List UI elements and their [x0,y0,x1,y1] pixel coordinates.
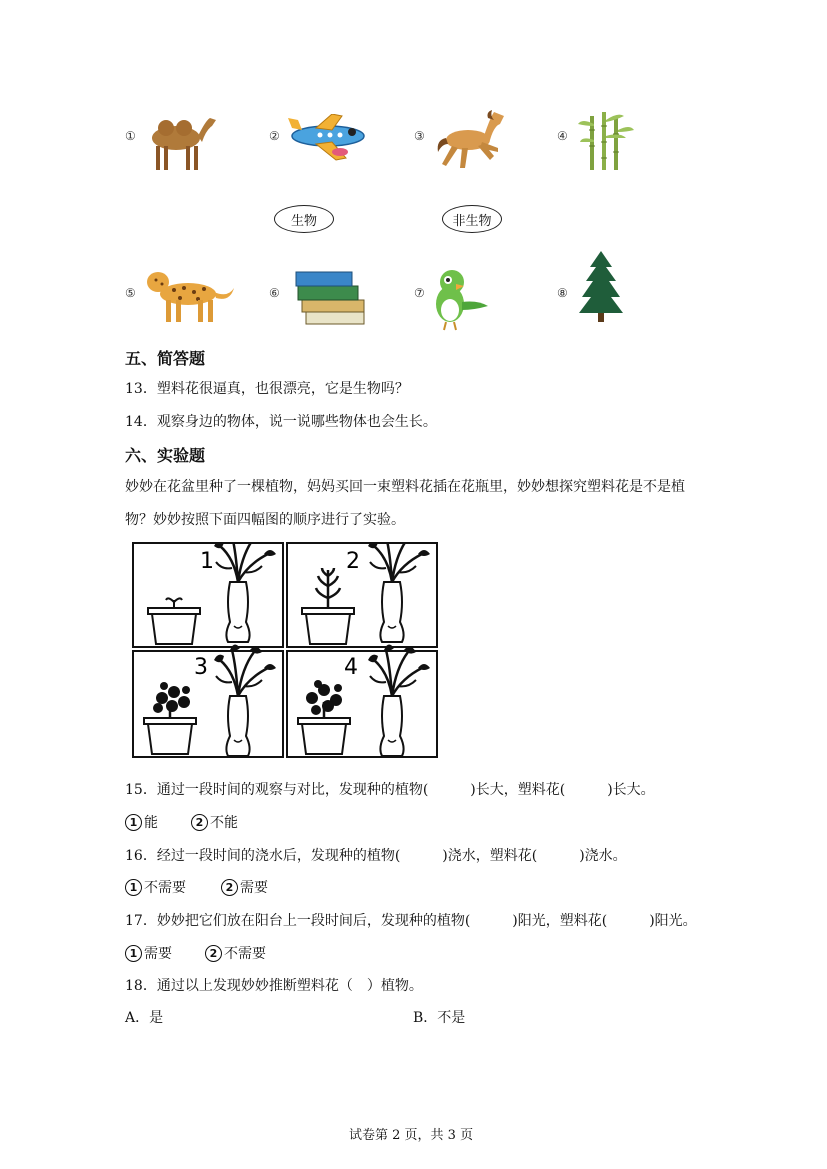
question-16-option-1: 1 不需要 [125,877,186,897]
item-number-1: ① [125,129,136,143]
horse-icon [432,108,512,172]
item-number-6: ⑥ [269,286,280,300]
question-15-option-1: 1 能 [125,812,158,832]
airplane-icon [286,114,370,164]
item-number-4: ④ [557,129,568,143]
panel-label-1: 1 [200,549,214,574]
experiment-intro-line1: 妙妙在花盆里种了一棵植物，妈妈买回一束塑料花插在花瓶里，妙妙想探究塑料花是不是植 [125,479,685,495]
pine-tree-icon [578,249,624,323]
question-18: 18．通过以上发现妙妙推断塑料花（ ）植物。 [125,978,423,994]
item-number-3: ③ [414,129,425,143]
camel-icon [140,108,218,174]
bird-icon [428,266,490,332]
question-16: 16．经过一段时间的浇水后，发现种的植物( )浇水，塑料花( )浇水。 [125,848,627,864]
experiment-intro-line2: 物？妙妙按照下面四幅图的顺序进行了实验。 [125,512,405,528]
item-number-5: ⑤ [125,286,136,300]
question-18-option-b: B．不是 [413,1010,466,1026]
panel-label-4: 4 [344,655,358,680]
books-icon [294,268,372,328]
section-title-experiment: 六、实验题 [125,446,206,465]
question-17-option-2: 2 不需要 [205,943,266,963]
panel-label-2: 2 [346,549,360,574]
page-footer: 试卷第 2 页，共 3 页 [349,1128,474,1143]
panel-label-3: 3 [194,655,208,680]
section-title-short-answer: 五、简答题 [125,349,206,368]
item-number-8: ⑧ [557,286,568,300]
item-number-7: ⑦ [414,286,425,300]
question-14: 14．观察身边的物体，说一说哪些物体也会生长。 [125,414,437,430]
bamboo-icon [576,110,636,170]
question-17-option-1: 1 需要 [125,943,172,963]
experiment-figure [132,542,438,758]
oval-living-things: 生物 [274,205,334,233]
oval-non-living-things: 非生物 [442,205,502,233]
question-16-option-2: 2 需要 [221,877,268,897]
question-13: 13．塑料花很逼真，也很漂亮，它是生物吗？ [125,381,409,397]
question-15-option-2: 2 不能 [191,812,238,832]
question-17: 17．妙妙把它们放在阳台上一段时间后，发现种的植物( )阳光，塑料花( )阳光。 [125,913,697,929]
leopard-icon [144,262,236,326]
item-number-2: ② [269,129,280,143]
question-15: 15．通过一段时间的观察与对比，发现种的植物( )长大，塑料花( )长大。 [125,782,655,798]
question-18-option-a: A．是 [125,1010,164,1026]
